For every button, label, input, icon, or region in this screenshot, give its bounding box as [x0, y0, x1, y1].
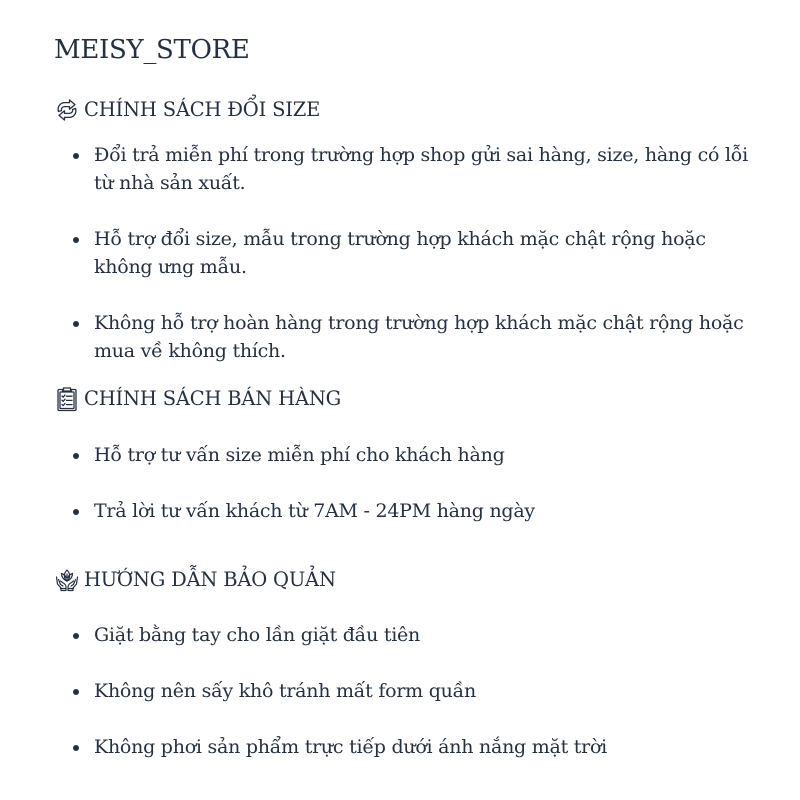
section-heading-text: CHÍNH SÁCH ĐỔI SIZE [84, 98, 321, 121]
section-heading-text: CHÍNH SÁCH BÁN HÀNG [84, 387, 342, 410]
list-item: Không hỗ trợ hoàn hàng trong trường hợp khách mặc chật rộng hoặc mua về không thích. [54, 309, 766, 365]
clipboard-checklist-icon [54, 386, 80, 412]
section-heading-size-exchange [54, 97, 320, 123]
store-title: MEISY_STORE [54, 35, 250, 65]
list-item: Hỗ trợ tư vấn size miễn phí cho khách hàng [54, 441, 766, 469]
section-heading-sales-policy [54, 386, 341, 412]
exchange-arrows-icon [54, 97, 80, 123]
care-guide-list [54, 621, 766, 761]
section-heading-text: HƯỚNG DẪN BẢO QUẢN [84, 568, 336, 591]
section-heading-care-guide [54, 567, 336, 593]
sales-policy-list [54, 441, 766, 525]
list-item: Không nên sấy khô tránh mất form quần [54, 677, 766, 705]
list-item: Không phơi sản phẩm trực tiếp dưới ánh nắng mặt trời [54, 733, 766, 761]
hands-leaf-care-icon [54, 567, 80, 593]
size-exchange-list [54, 141, 766, 365]
list-item: Đổi trả miễn phí trong trường hợp shop gửi sai hàng, size, hàng có lỗi từ nhà sản xuất. [54, 141, 766, 197]
list-item: Giặt bằng tay cho lần giặt đầu tiên [54, 621, 766, 649]
list-item: Hỗ trợ đổi size, mẫu trong trường hợp khách mặc chật rộng hoặc không ưng mẫu. [54, 225, 766, 281]
list-item: Trả lời tư vấn khách từ 7AM - 24PM hàng ngày [54, 497, 766, 525]
